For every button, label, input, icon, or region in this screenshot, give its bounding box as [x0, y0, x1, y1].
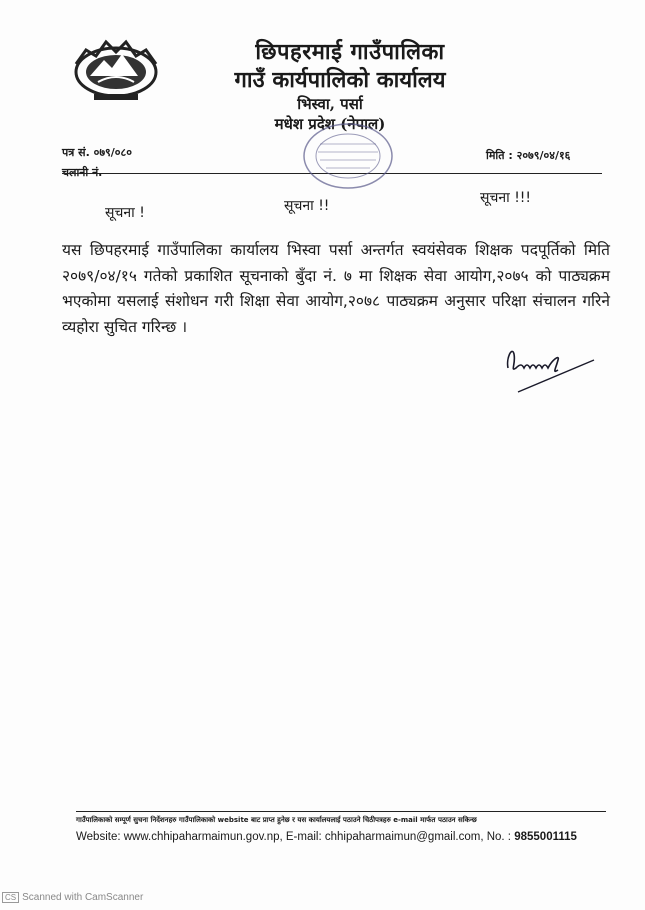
- watermark-text: Scanned with CamScanner: [22, 892, 144, 903]
- footer-phone-number: 9855001115: [514, 831, 577, 843]
- municipality-name: छिपहरमाई गाउँपालिका: [255, 39, 445, 65]
- scanner-watermark: [2, 892, 143, 903]
- camscanner-icon: CS: [2, 892, 19, 903]
- footer-divider: [76, 811, 606, 812]
- notice-heading-2: सूचना !!: [284, 198, 330, 214]
- dispatch-number: चलानी नं.: [62, 166, 103, 179]
- office-stamp: [300, 120, 396, 192]
- office-address: भिस्वा, पर्सा: [297, 95, 363, 113]
- reference-number: पत्र सं. ०७९/०८०: [62, 146, 132, 159]
- letter-date: मिति : २०७९/०४/१६: [486, 149, 571, 162]
- signature: [500, 334, 600, 396]
- notice-heading-3: सूचना !!!: [480, 190, 532, 206]
- footer-contact: [76, 831, 616, 843]
- notice-body: यस छिपहरमाई गाउँपालिका कार्यालय भिस्वा पर्सा अन्तर्गत स्वयंसेवक शिक्षक पदपूर्तिको मिति २०७९/०४/१५ गतेको प्रकाशित सूचनाको बुँदा नं. ७ मा शिक्षक सेवा आयोग,२०७५ को पाठ्यक्रम भएकोमा यसलाई संशोधन गरी शिक्षा सेवा आयोग,२०७८ पाठ्यक्रम अनुसार परिक्षा संचालन गरिने व्यहोरा सुचित गरिन्छ ।: [62, 241, 610, 336]
- nepal-emblem-logo: [68, 36, 164, 104]
- footer-website-email: Website: www.chhipaharmaimun.gov.np, E-mail: chhipaharmaimun@gmail.com, No. :: [76, 831, 512, 843]
- notice-heading-1: सूचना !: [105, 205, 145, 221]
- province-name: मधेश प्रदेश (नेपाल): [274, 115, 386, 133]
- office-name: गाउँ कार्यपालिको कार्यालय: [234, 67, 446, 93]
- footer-notice: गाउँपालिकाको सम्पूर्ण सुचना निर्देशनहरु गाउँपालिकाको website बाट प्राप्त हुनेछ र यस कार्यालयलाई पठाउने चिठीपत्रहरु e-mail मार्फत पठाउन सकिन्छ: [76, 816, 477, 824]
